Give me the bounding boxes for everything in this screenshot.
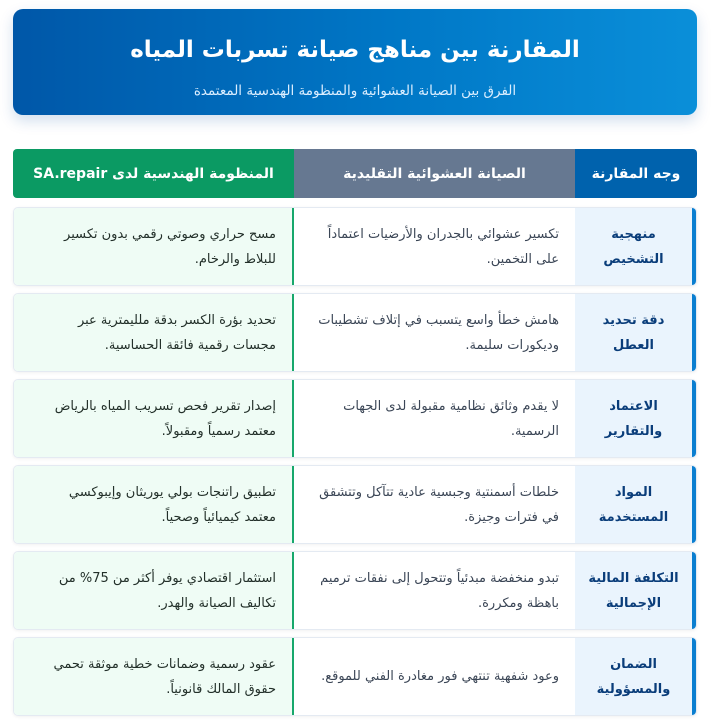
comparison-table-header xyxy=(13,149,697,198)
column-header-traditional: الصيانة العشوائية التقليدية xyxy=(294,149,575,198)
table-row xyxy=(13,293,697,372)
traditional-cell: خلطات أسمنتية وجبسية عادية تتآكل وتتشقق في فترات وجيزة. xyxy=(294,466,575,543)
traditional-cell: وعود شفهية تنتهي فور مغادرة الفني للموقع. xyxy=(294,638,575,715)
page-title: المقارنة بين مناهج صيانة تسربات المياه xyxy=(130,37,580,63)
column-header-aspect: وجه المقارنة xyxy=(575,149,697,198)
engineering-cell: تطبيق راتنجات بولي يوريثان وإيبوكسي معتمد كيميائياً وصحياً. xyxy=(14,466,294,543)
table-row xyxy=(13,637,697,716)
aspect-cell: التكلفة المالية الإجمالية xyxy=(575,552,696,629)
table-row xyxy=(13,551,697,630)
table-row xyxy=(13,379,697,458)
engineering-cell: تحديد بؤرة الكسر بدقة ملليمترية عبر مجسات رقمية فائقة الحساسية. xyxy=(14,294,294,371)
aspect-cell: دقة تحديد العطل xyxy=(575,294,696,371)
table-row xyxy=(13,465,697,544)
engineering-cell: استثمار اقتصادي يوفر أكثر من 75% من تكاليف الصيانة والهدر. xyxy=(14,552,294,629)
table-row xyxy=(13,207,697,286)
traditional-cell: لا يقدم وثائق نظامية مقبولة لدى الجهات الرسمية. xyxy=(294,380,575,457)
traditional-cell: تبدو منخفضة مبدئياً وتتحول إلى نفقات ترميم باهظة ومكررة. xyxy=(294,552,575,629)
engineering-cell: مسح حراري وصوتي رقمي بدون تكسير للبلاط والرخام. xyxy=(14,208,294,285)
aspect-cell: منهجية التشخيص xyxy=(575,208,696,285)
aspect-cell: المواد المستخدمة xyxy=(575,466,696,543)
engineering-cell: عقود رسمية وضمانات خطية موثقة تحمي حقوق المالك قانونياً. xyxy=(14,638,294,715)
comparison-table-body xyxy=(13,207,697,723)
page-header xyxy=(13,9,697,115)
aspect-cell: الضمان والمسؤولية xyxy=(575,638,696,715)
aspect-cell: الاعتماد والتقارير xyxy=(575,380,696,457)
traditional-cell: تكسير عشوائي بالجدران والأرضيات اعتماداً على التخمين. xyxy=(294,208,575,285)
traditional-cell: هامش خطأ واسع يتسبب في إتلاف تشطيبات وديكورات سليمة. xyxy=(294,294,575,371)
column-header-engineering: المنظومة الهندسية لدى SA.repair xyxy=(13,149,294,198)
engineering-cell: إصدار تقرير فحص تسريب المياه بالرياض معتمد رسمياً ومقبولاً. xyxy=(14,380,294,457)
page-subtitle: الفرق بين الصيانة العشوائية والمنظومة الهندسية المعتمدة xyxy=(193,83,517,99)
